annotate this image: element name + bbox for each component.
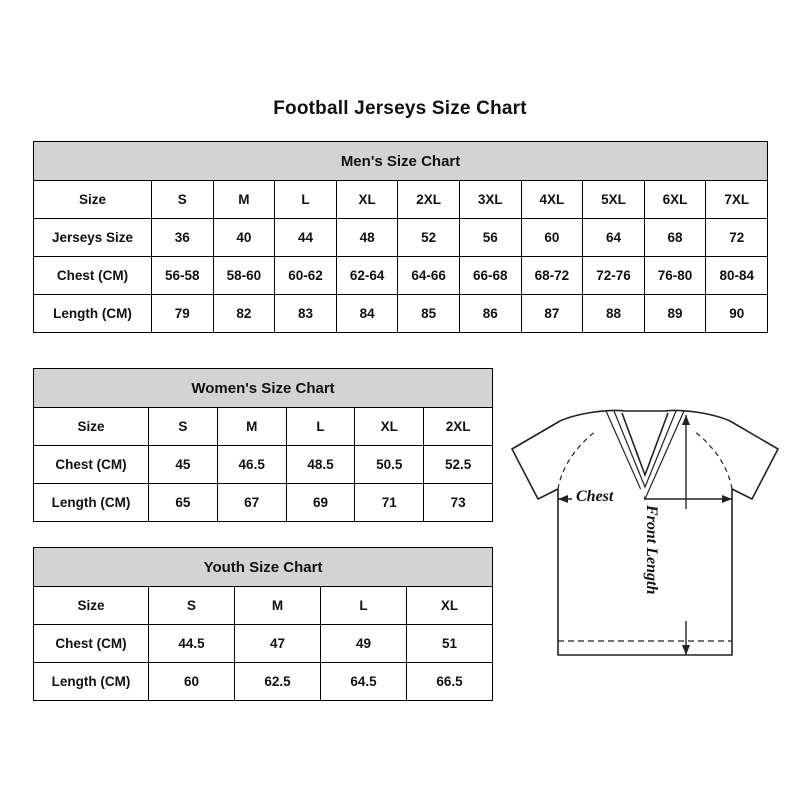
page-title: Football Jerseys Size Chart [273, 98, 527, 119]
table-cell: 52 [398, 219, 460, 257]
table-cell: 62.5 [235, 663, 321, 701]
table-cell: 51 [407, 625, 493, 663]
row-label: Jerseys Size [34, 219, 152, 257]
table-cell: 44.5 [149, 625, 235, 663]
womens-section-heading: Women's Size Chart [34, 369, 493, 408]
table-cell: 80-84 [706, 257, 768, 295]
table-cell: 60-62 [275, 257, 337, 295]
column-header: M [213, 181, 275, 219]
row-label: Length (CM) [34, 663, 149, 701]
table-cell: 72-76 [583, 257, 645, 295]
column-header: 7XL [706, 181, 768, 219]
column-header: S [152, 181, 214, 219]
table-cell: 50.5 [355, 446, 424, 484]
table-cell: 62-64 [336, 257, 398, 295]
table-row [34, 257, 768, 295]
table-row [34, 446, 493, 484]
table-cell: 67 [217, 484, 286, 522]
table-cell: 48 [336, 219, 398, 257]
row-label: Chest (CM) [34, 257, 152, 295]
table-cell: 68-72 [521, 257, 583, 295]
table-row [34, 408, 493, 446]
column-header-size: Size [34, 587, 149, 625]
column-header: XL [336, 181, 398, 219]
table-row [34, 484, 493, 522]
youth-size-table [33, 547, 493, 701]
column-header: S [149, 587, 235, 625]
table-cell: 68 [644, 219, 706, 257]
table-cell: 71 [355, 484, 424, 522]
column-header: 6XL [644, 181, 706, 219]
table-row [34, 625, 493, 663]
table-cell: 64 [583, 219, 645, 257]
table-row [34, 663, 493, 701]
table-cell: 40 [213, 219, 275, 257]
table-cell: 36 [152, 219, 214, 257]
table-cell: 58-60 [213, 257, 275, 295]
column-header: L [286, 408, 355, 446]
column-header: 2XL [398, 181, 460, 219]
table-cell: 60 [149, 663, 235, 701]
table-cell: 69 [286, 484, 355, 522]
column-header-size: Size [34, 408, 149, 446]
table-cell: 60 [521, 219, 583, 257]
table-cell: 56-58 [152, 257, 214, 295]
table-cell: 86 [459, 295, 521, 333]
row-label: Chest (CM) [34, 625, 149, 663]
womens-size-table [33, 368, 493, 522]
table-cell: 83 [275, 295, 337, 333]
womens-size-table-container [33, 368, 492, 522]
front-length-measure-label: Front Length [643, 505, 660, 595]
tshirt-measurement-diagram [500, 405, 790, 695]
column-header-size: Size [34, 181, 152, 219]
table-cell: 85 [398, 295, 460, 333]
table-cell: 82 [213, 295, 275, 333]
column-header: 2XL [424, 408, 493, 446]
table-cell: 48.5 [286, 446, 355, 484]
table-row [34, 181, 768, 219]
row-label: Chest (CM) [34, 446, 149, 484]
column-header: M [235, 587, 321, 625]
table-cell: 56 [459, 219, 521, 257]
table-cell: 44 [275, 219, 337, 257]
row-label: Length (CM) [34, 295, 152, 333]
column-header: 5XL [583, 181, 645, 219]
youth-size-table-container [33, 547, 492, 701]
table-cell: 84 [336, 295, 398, 333]
youth-section-heading: Youth Size Chart [34, 548, 493, 587]
mens-size-table [33, 141, 768, 333]
column-header: 3XL [459, 181, 521, 219]
table-cell: 46.5 [217, 446, 286, 484]
table-cell: 65 [149, 484, 218, 522]
mens-section-heading: Men's Size Chart [34, 142, 768, 181]
table-cell: 76-80 [644, 257, 706, 295]
column-header: L [275, 181, 337, 219]
table-cell: 89 [644, 295, 706, 333]
table-cell: 87 [521, 295, 583, 333]
table-cell: 45 [149, 446, 218, 484]
table-cell: 90 [706, 295, 768, 333]
table-cell: 64-66 [398, 257, 460, 295]
column-header: XL [407, 587, 493, 625]
table-cell: 72 [706, 219, 768, 257]
table-cell: 73 [424, 484, 493, 522]
chest-measure-label: Chest [576, 488, 614, 505]
table-cell: 79 [152, 295, 214, 333]
mens-size-table-container [33, 141, 767, 333]
column-header: XL [355, 408, 424, 446]
table-row [34, 219, 768, 257]
table-row [34, 295, 768, 333]
table-cell: 52.5 [424, 446, 493, 484]
table-cell: 64.5 [321, 663, 407, 701]
row-label: Length (CM) [34, 484, 149, 522]
column-header: 4XL [521, 181, 583, 219]
table-cell: 66-68 [459, 257, 521, 295]
table-cell: 88 [583, 295, 645, 333]
table-row [34, 587, 493, 625]
column-header: L [321, 587, 407, 625]
table-cell: 49 [321, 625, 407, 663]
column-header: S [149, 408, 218, 446]
column-header: M [217, 408, 286, 446]
table-cell: 66.5 [407, 663, 493, 701]
table-cell: 47 [235, 625, 321, 663]
